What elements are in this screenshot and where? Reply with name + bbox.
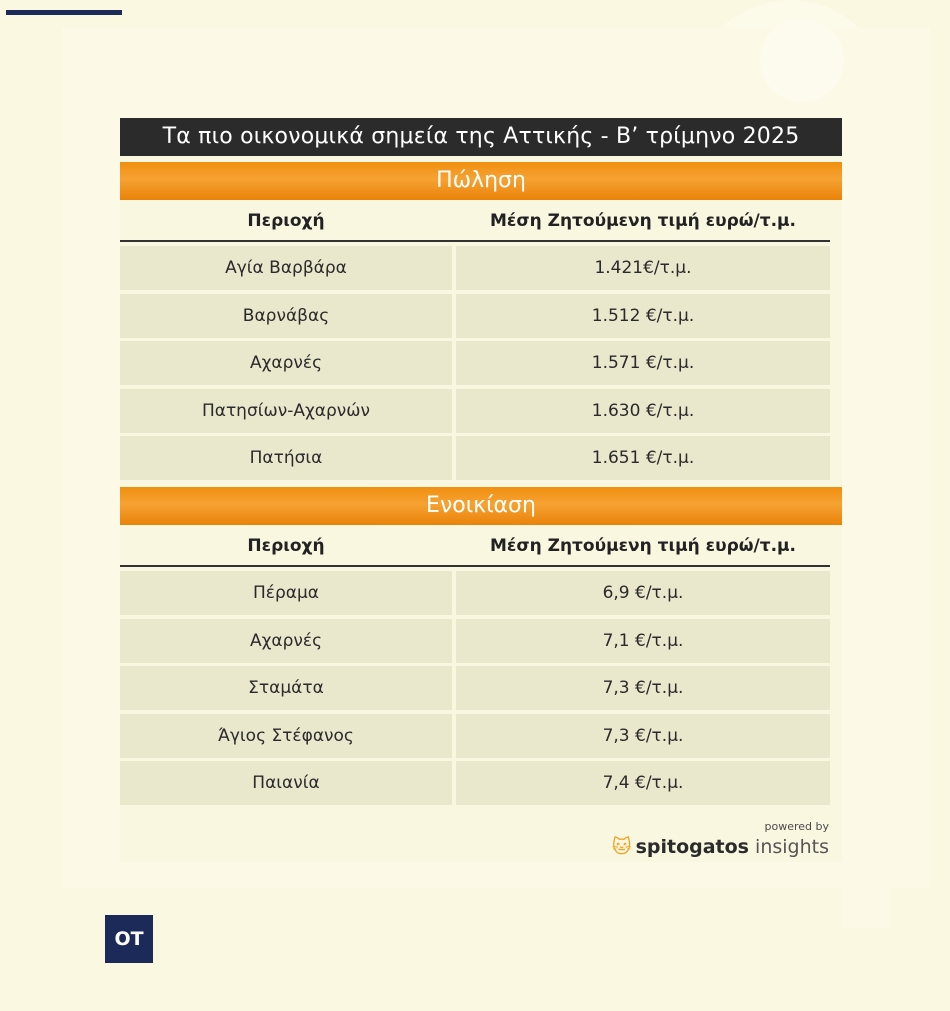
- area-cell: Πατησίων-Αχαρνών: [120, 389, 452, 433]
- column-header-area: Περιοχή: [247, 536, 325, 556]
- price-cell: 1.512 €/τ.μ.: [456, 294, 830, 338]
- sale-table-body: [120, 246, 830, 484]
- price-cell: 7,4 €/τ.μ.: [456, 761, 830, 805]
- table-row: [120, 389, 830, 437]
- area-cell: Αχαρνές: [120, 341, 452, 385]
- price-cell: 7,3 €/τ.μ.: [456, 714, 830, 758]
- price-cell: 1.421€/τ.μ.: [456, 246, 830, 290]
- spitogatos-brand: [612, 836, 829, 858]
- infographic-title: Τα πιο οικονομικά σημεία της Αττικής - Β’ τρίμηνο 2025: [120, 118, 842, 156]
- area-cell: Παιανία: [120, 761, 452, 805]
- table-row: [120, 619, 830, 667]
- sale-table-header: [120, 202, 830, 242]
- section-sale-header: Πώληση: [120, 162, 842, 200]
- table-row: [120, 246, 830, 294]
- brand-bold-text: spitogatos: [635, 836, 749, 858]
- area-cell: Βαρνάβας: [120, 294, 452, 338]
- area-cell: Αχαρνές: [120, 619, 452, 663]
- rent-table-body: [120, 571, 830, 809]
- area-cell: Αγία Βαρβάρα: [120, 246, 452, 290]
- column-header-price: Μέση Ζητούμενη τιμή ευρώ/τ.μ.: [489, 536, 797, 556]
- price-cell: 7,1 €/τ.μ.: [456, 619, 830, 663]
- cat-icon: 🐱︎: [611, 836, 632, 858]
- price-cell: 1.630 €/τ.μ.: [456, 389, 830, 433]
- table-row: [120, 294, 830, 342]
- table-row: [120, 666, 830, 714]
- column-header-price: Μέση Ζητούμενη τιμή ευρώ/τ.μ.: [489, 211, 797, 231]
- area-cell: Άγιος Στέφανος: [120, 714, 452, 758]
- area-cell: Πέραμα: [120, 571, 452, 615]
- price-cell: 1.571 €/τ.μ.: [456, 341, 830, 385]
- table-row: [120, 761, 830, 809]
- brand-light-text: insights: [755, 836, 829, 858]
- column-header-area: Περιοχή: [247, 211, 325, 231]
- infographic-card: [120, 118, 842, 862]
- area-cell: Πατήσια: [120, 436, 452, 480]
- table-row: [120, 436, 830, 484]
- powered-by-label: powered by: [764, 820, 829, 833]
- background-panel-edge: [842, 110, 890, 928]
- ot-logo: OT: [105, 915, 153, 963]
- table-row: [120, 341, 830, 389]
- table-row: [120, 714, 830, 762]
- price-cell: 6,9 €/τ.μ.: [456, 571, 830, 615]
- section-rent-header: Ενοικίαση: [120, 487, 842, 525]
- top-accent-bar: [6, 10, 122, 15]
- table-row: [120, 571, 830, 619]
- price-cell: 1.651 €/τ.μ.: [456, 436, 830, 480]
- price-cell: 7,3 €/τ.μ.: [456, 666, 830, 710]
- rent-table-header: [120, 527, 830, 567]
- area-cell: Σταμάτα: [120, 666, 452, 710]
- background-circle: [760, 18, 844, 102]
